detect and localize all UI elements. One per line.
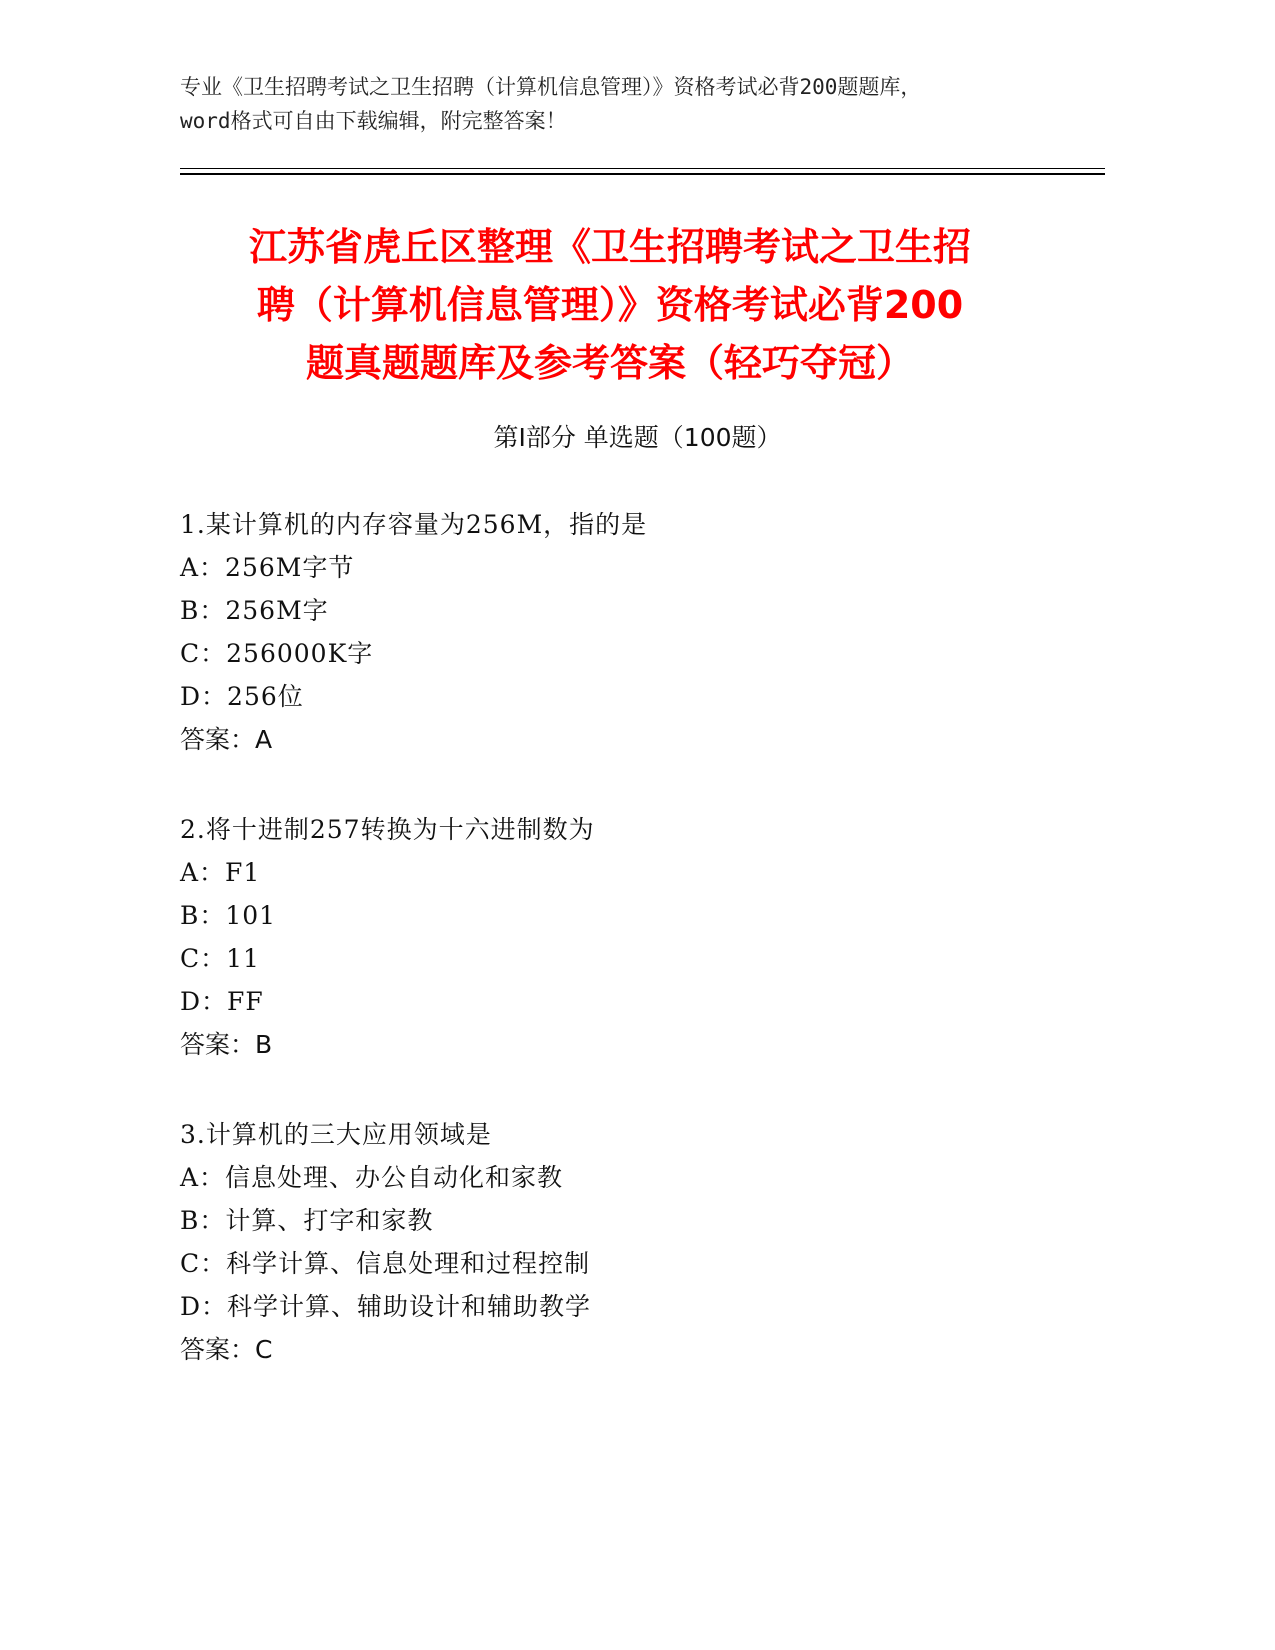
option-c: C：科学计算、信息处理和过程控制 [180, 1249, 591, 1278]
option-b: B：101 [180, 901, 277, 930]
option-c: C：11 [180, 944, 260, 973]
question-stem: 1.某计算机的内存容量为256M，指的是 [180, 510, 648, 539]
header-line-2: word格式可自由下载编辑，附完整答案！ [180, 109, 567, 133]
title-line-3: 题真题题库及参考答案（轻巧夺冠） [305, 341, 914, 385]
question-stem: 3.计算机的三大应用领域是 [180, 1120, 492, 1149]
section-heading: 第I部分 单选题（100题） [493, 423, 782, 452]
option-a: A：F1 [180, 858, 261, 887]
header-line-1: 专业《卫生招聘考试之卫生招聘（计算机信息管理）》资格考试必背200题题库， [180, 75, 922, 99]
header-divider-thin [180, 168, 1105, 169]
option-b: B：计算、打字和家教 [180, 1206, 434, 1235]
option-d: D：256位 [180, 682, 304, 711]
answer-key: 答案：C [180, 1335, 273, 1364]
title-line-2: 聘（计算机信息管理）》资格考试必背200 [256, 283, 964, 327]
option-a: A：256M字节 [180, 553, 355, 582]
question-stem: 2.将十进制257转换为十六进制数为 [180, 815, 595, 844]
answer-key: 答案：A [180, 725, 273, 754]
question-2 [180, 808, 1080, 1066]
header-divider-thick [180, 173, 1105, 175]
option-d: D：FF [180, 987, 264, 1016]
question-1 [180, 503, 1080, 761]
answer-key: 答案：B [180, 1030, 273, 1059]
question-3 [180, 1113, 1080, 1371]
option-a: A：信息处理、办公自动化和家教 [180, 1163, 564, 1192]
option-d: D：科学计算、辅助设计和辅助教学 [180, 1292, 592, 1321]
title-line-1: 江苏省虎丘区整理《卫生招聘考试之卫生招 [248, 225, 971, 269]
option-c: C：256000K字 [180, 639, 374, 668]
document-title [180, 218, 1040, 392]
option-b: B：256M字 [180, 596, 329, 625]
document-header-note [180, 70, 1100, 138]
